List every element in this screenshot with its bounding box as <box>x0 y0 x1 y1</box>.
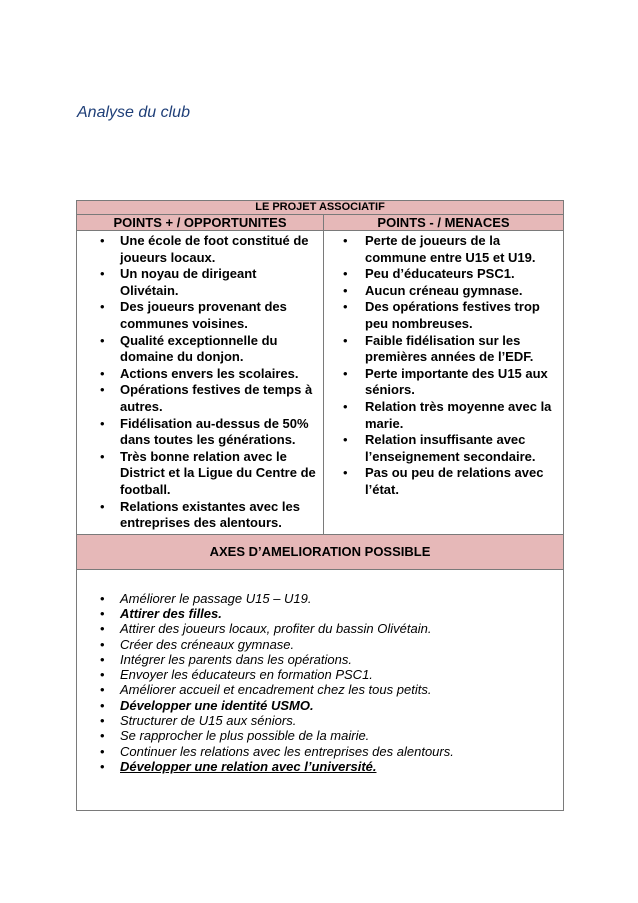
threats-list <box>324 231 563 501</box>
list-item: • Relation très moyenne avec la marie. <box>324 399 557 432</box>
list-item: • Faible fidélisation sur les premières années de l’EDF. <box>324 333 557 366</box>
list-item: • Développer une relation avec l’université. <box>77 759 557 774</box>
list-item: • Améliorer accueil et encadrement chez les tous petits. <box>77 682 557 697</box>
list-item: • Relations existantes avec les entreprises des alentours. <box>77 499 317 532</box>
list-item: • Actions envers les scolaires. <box>77 366 317 383</box>
axes-list <box>77 570 563 811</box>
main-header: LE PROJET ASSOCIATIF <box>77 201 564 215</box>
list-item: • Aucun créneau gymnase. <box>324 283 557 300</box>
list-item: • Développer une identité USMO. <box>77 698 557 713</box>
page-title: Analyse du club <box>77 104 190 121</box>
list-item: • Améliorer le passage U15 – U19. <box>77 591 557 606</box>
list-item: • Un noyau de dirigeant Olivétain. <box>77 266 317 299</box>
opportunities-header: POINTS + / OPPORTUNITES <box>77 215 324 231</box>
list-item: • Opérations festives de temps à autres. <box>77 382 317 415</box>
list-item: • Peu d’éducateurs PSC1. <box>324 266 557 283</box>
list-item: • Se rapprocher le plus possible de la mairie. <box>77 728 557 743</box>
list-item: • Attirer des filles. <box>77 606 557 621</box>
opportunities-cell <box>77 231 324 535</box>
list-item: • Qualité exceptionnelle du domaine du donjon. <box>77 333 317 366</box>
list-item: • Structurer de U15 aux séniors. <box>77 713 557 728</box>
axes-header: AXES D’AMELIORATION POSSIBLE <box>77 534 564 569</box>
list-item: • Perte de joueurs de la commune entre U15 et U19. <box>324 233 557 266</box>
threats-cell <box>324 231 564 535</box>
list-item: • Intégrer les parents dans les opérations. <box>77 652 557 667</box>
axes-cell <box>77 569 564 811</box>
list-item: • Fidélisation au-dessus de 50% dans toutes les générations. <box>77 416 317 449</box>
list-item: • Très bonne relation avec le District et la Ligue du Centre de football. <box>77 449 317 499</box>
projet-associatif-table <box>76 200 564 811</box>
list-item: • Continuer les relations avec les entreprises des alentours. <box>77 744 557 759</box>
list-item: • Pas ou peu de relations avec l’état. <box>324 465 557 498</box>
threats-header: POINTS - / MENACES <box>324 215 564 231</box>
list-item: • Envoyer les éducateurs en formation PSC1. <box>77 667 557 682</box>
list-item: • Relation insuffisante avec l’enseignement secondaire. <box>324 432 557 465</box>
list-item: • Attirer des joueurs locaux, profiter du bassin Olivétain. <box>77 621 557 636</box>
list-item: • Des joueurs provenant des communes voisines. <box>77 299 317 332</box>
list-item: • Créer des créneaux gymnase. <box>77 637 557 652</box>
list-item: • Une école de foot constitué de joueurs locaux. <box>77 233 317 266</box>
opportunities-list <box>77 231 323 534</box>
list-item: • Perte importante des U15 aux séniors. <box>324 366 557 399</box>
list-item: • Des opérations festives trop peu nombreuses. <box>324 299 557 332</box>
